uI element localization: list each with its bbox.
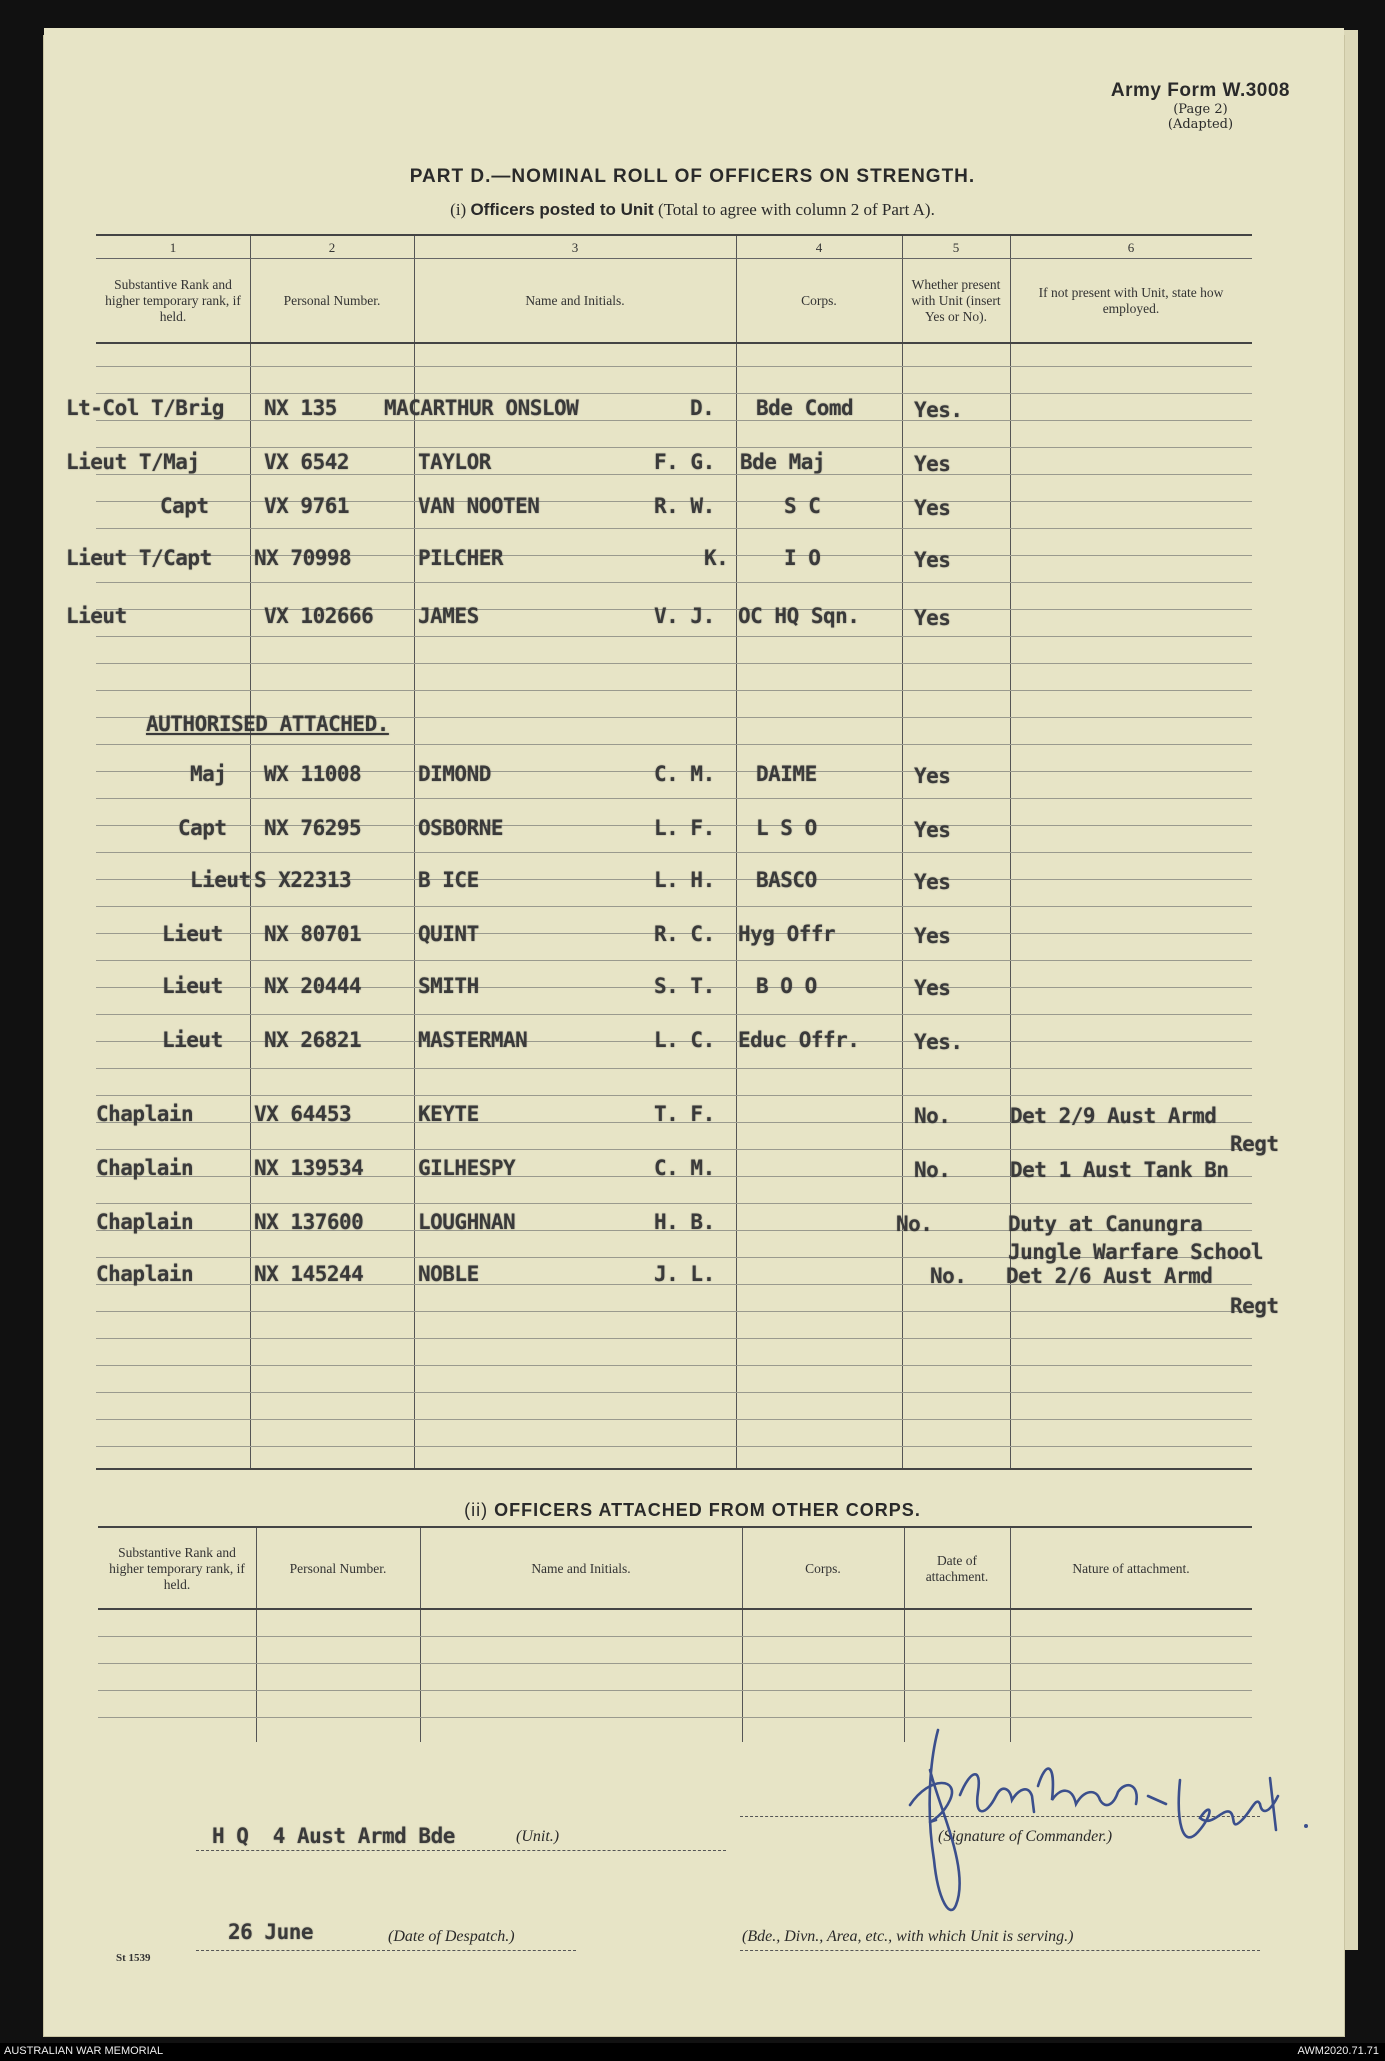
present-cell: No. xyxy=(930,1264,967,1288)
present-cell: Yes xyxy=(914,976,951,1000)
form-page-number: (Page 2) xyxy=(1173,102,1228,117)
handwritten-signature xyxy=(900,1700,1320,1930)
personal-number-cell: NX 139534 xyxy=(254,1156,364,1180)
present-cell: Yes xyxy=(914,870,951,894)
name-cell: OSBORNE xyxy=(418,816,504,840)
employed-cell: Det 2/6 Aust Armd xyxy=(1006,1264,1213,1288)
col-header-rank: Substantive Rank and higher temporary rank, if held. xyxy=(109,1545,245,1592)
name-cell: MACARTHUR ONSLOW xyxy=(384,396,579,420)
authorised-attached-heading: AUTHORISED ATTACHED. xyxy=(146,712,389,736)
ruled-line xyxy=(98,1636,1252,1637)
ruled-line xyxy=(96,744,1252,745)
ruled-line xyxy=(96,690,1252,691)
col-header-name: Name and Initials. xyxy=(531,1561,631,1576)
personal-number-cell: VX 102666 xyxy=(264,604,374,628)
ruled-line xyxy=(96,1068,1252,1069)
present-cell: Yes xyxy=(914,548,951,572)
corps-cell: DAIME xyxy=(756,762,817,786)
initials-cell: V. J. xyxy=(654,604,715,628)
personal-number-cell: NX 145244 xyxy=(254,1262,364,1286)
rank-cell: Chaplain xyxy=(96,1210,194,1234)
ruled-line xyxy=(98,1663,1252,1664)
name-cell: NOBLE xyxy=(418,1262,479,1286)
personal-number-cell: VX 64453 xyxy=(254,1102,352,1126)
present-cell: No. xyxy=(914,1104,951,1128)
personal-number-cell: NX 76295 xyxy=(264,816,362,840)
personal-number-cell: VX 6542 xyxy=(264,450,350,474)
present-cell: No. xyxy=(896,1212,933,1236)
corps-cell: Bde Maj xyxy=(740,450,826,474)
corps-cell: Hyg Offr xyxy=(738,922,836,946)
ruled-line xyxy=(98,1690,1252,1691)
formation-line xyxy=(740,1950,1260,1951)
ruled-line xyxy=(96,447,1252,448)
name-cell: TAYLOR xyxy=(418,450,491,474)
present-cell: Yes xyxy=(914,496,951,520)
name-cell: SMITH xyxy=(418,974,479,998)
present-cell: Yes xyxy=(914,452,951,476)
rank-cell: Lieut xyxy=(190,868,251,892)
archive-footer xyxy=(0,2043,1385,2061)
ruled-line xyxy=(96,1014,1252,1015)
ruled-line xyxy=(96,528,1252,529)
col-header-date-of-attachment: Date of attachment. xyxy=(925,1553,989,1584)
ruled-line xyxy=(96,798,1252,799)
initials-cell: R. C. xyxy=(654,922,715,946)
signature-label: (Signature of Commander.) xyxy=(938,1828,1113,1845)
name-cell: VAN NOOTEN xyxy=(418,494,540,518)
name-cell: LOUGHNAN xyxy=(418,1210,516,1234)
initials-cell: C. M. xyxy=(654,762,715,786)
present-cell: Yes xyxy=(914,764,951,788)
personal-number-cell: NX 80701 xyxy=(264,922,362,946)
present-cell: Yes. xyxy=(914,398,963,422)
ruled-line xyxy=(96,1365,1252,1366)
initials-cell: C. M. xyxy=(654,1156,715,1180)
name-cell: QUINT xyxy=(418,922,479,946)
col-number-3: 3 xyxy=(571,240,579,255)
corps-cell: I O xyxy=(784,546,821,570)
ruled-line xyxy=(96,474,1252,475)
initials-cell: R. W. xyxy=(654,494,715,518)
personal-number-cell: NX 137600 xyxy=(254,1210,364,1234)
ruled-line xyxy=(96,663,1252,664)
date-line xyxy=(196,1950,576,1951)
form-number: Army Form W.3008 xyxy=(1110,80,1290,101)
col-number-2: 2 xyxy=(328,240,336,255)
initials-cell: L. F. xyxy=(654,816,715,840)
unit-label: (Unit.) xyxy=(516,1828,560,1845)
corps-cell: Educ Offr. xyxy=(738,1028,860,1052)
ruled-line xyxy=(96,852,1252,853)
name-cell: B ICE xyxy=(418,868,479,892)
form-adapted-note: (Adapted) xyxy=(1167,117,1234,132)
col-number-1: 1 xyxy=(169,240,177,255)
initials-cell: J. L. xyxy=(654,1262,715,1286)
personal-number-cell: VX 9761 xyxy=(264,494,350,518)
initials-cell: H. B. xyxy=(654,1210,715,1234)
ruled-line xyxy=(96,906,1252,907)
initials-cell: T. F. xyxy=(654,1102,715,1126)
col-header-corps: Corps. xyxy=(801,293,837,308)
initials-cell: L. C. xyxy=(654,1028,715,1052)
col-header-name: Name and Initials. xyxy=(525,293,625,308)
initials-cell: K. xyxy=(704,546,729,570)
ruled-line xyxy=(96,1095,1252,1096)
rank-cell: Lieut xyxy=(66,604,127,628)
corps-cell: OC HQ Sqn. xyxy=(738,604,860,628)
personal-number-cell: NX 26821 xyxy=(264,1028,362,1052)
section-ii-title: (ii) OFFICERS ATTACHED FROM OTHER CORPS. xyxy=(464,1500,921,1520)
initials-cell: S. T. xyxy=(654,974,715,998)
date-value: 26 June xyxy=(228,1920,314,1944)
corps-cell: B O O xyxy=(756,974,817,998)
initials-cell: D. xyxy=(690,396,715,420)
initials-cell: L. H. xyxy=(654,868,715,892)
employed-cell: Duty at Canungra xyxy=(1008,1212,1203,1236)
initials-cell: F. G. xyxy=(654,450,715,474)
rank-cell: Lieut T/Maj xyxy=(66,450,200,474)
employed-cell-cont: Regt xyxy=(1230,1132,1279,1156)
name-cell: DIMOND xyxy=(418,762,491,786)
ruled-line xyxy=(96,1392,1252,1393)
name-cell: GILHESPY xyxy=(418,1156,516,1180)
part-title: PART D.—NOMINAL ROLL OF OFFICERS ON STRENGTH. xyxy=(409,166,976,187)
rank-cell: Chaplain xyxy=(96,1262,194,1286)
ruled-line xyxy=(96,1338,1252,1339)
personal-number-cell: S X22313 xyxy=(254,868,352,892)
ruled-line xyxy=(96,1419,1252,1420)
rank-cell: Capt xyxy=(178,816,227,840)
present-cell: No. xyxy=(914,1158,951,1182)
present-cell: Yes xyxy=(914,818,951,842)
col-header-nature-of-attachment: Nature of attachment. xyxy=(1072,1561,1190,1576)
rank-cell: Lieut xyxy=(162,974,223,998)
employed-cell: Det 2/9 Aust Armd xyxy=(1010,1104,1217,1128)
corps-cell: BASCO xyxy=(756,868,817,892)
col-header-corps: Corps. xyxy=(805,1561,841,1576)
col-header-rank: Substantive Rank and higher temporary rank, if held. xyxy=(105,277,241,324)
present-cell: Yes xyxy=(914,606,951,630)
col-header-present: Whether present with Unit (insert Yes or No). xyxy=(911,277,1001,324)
ruled-line xyxy=(96,1446,1252,1447)
name-cell: PILCHER xyxy=(418,546,504,570)
ruled-line xyxy=(96,393,1252,394)
ruled-line xyxy=(96,366,1252,367)
rank-cell: Chaplain xyxy=(96,1102,194,1126)
ruled-line xyxy=(96,1311,1252,1312)
col-number-5: 5 xyxy=(952,240,960,255)
ruled-line xyxy=(96,420,1252,421)
print-code: St 1539 xyxy=(116,1952,151,1964)
employed-cell-cont: Jungle Warfare School xyxy=(1008,1240,1264,1264)
corps-cell: L S O xyxy=(756,816,817,840)
unit-value: H Q 4 Aust Armd Bde xyxy=(212,1824,455,1848)
ruled-line xyxy=(96,960,1252,961)
ruled-line xyxy=(96,1149,1252,1150)
rank-cell: Chaplain xyxy=(96,1156,194,1180)
formation-label: (Bde., Divn., Area, etc., with which Unit is serving.) xyxy=(742,1928,1074,1945)
unit-line xyxy=(196,1850,726,1851)
ruled-line xyxy=(96,582,1252,583)
ruled-line xyxy=(96,636,1252,637)
col-header-personal-number: Personal Number. xyxy=(283,293,381,308)
date-label: (Date of Despatch.) xyxy=(388,1928,515,1945)
employed-cell-cont: Regt xyxy=(1230,1294,1279,1318)
personal-number-cell: NX 70998 xyxy=(254,546,352,570)
employed-cell: Det 1 Aust Tank Bn xyxy=(1010,1158,1229,1182)
archive-reference: AWM2020.71.71 xyxy=(1297,2045,1379,2057)
col-header-personal-number: Personal Number. xyxy=(289,1561,387,1576)
corps-cell: Bde Comd xyxy=(756,396,854,420)
ruled-line xyxy=(96,1203,1252,1204)
col-number-6: 6 xyxy=(1127,240,1135,255)
present-cell: Yes. xyxy=(914,1030,963,1054)
rank-cell: Lt-Col T/Brig xyxy=(66,396,224,420)
rank-cell: Capt xyxy=(160,494,209,518)
rank-cell: Lieut T/Capt xyxy=(66,546,212,570)
personal-number-cell: NX 135 xyxy=(264,396,337,420)
personal-number-cell: NX 20444 xyxy=(264,974,362,998)
personal-number-cell: WX 11008 xyxy=(264,762,362,786)
part-subtitle: (i) Officers posted to Unit (Total to agree with column 2 of Part A). xyxy=(450,200,935,219)
rank-cell: Lieut xyxy=(162,922,223,946)
rank-cell: Maj xyxy=(190,762,227,786)
name-cell: JAMES xyxy=(418,604,479,628)
archive-name: AUSTRALIAN WAR MEMORIAL xyxy=(4,2045,164,2057)
torn-edge xyxy=(44,28,1344,46)
rank-cell: Lieut xyxy=(162,1028,223,1052)
present-cell: Yes xyxy=(914,924,951,948)
name-cell: KEYTE xyxy=(418,1102,479,1126)
corps-cell: S C xyxy=(784,494,821,518)
col-header-employed: If not present with Unit, state how employed. xyxy=(1038,285,1224,316)
form-number-block xyxy=(1111,80,1290,132)
col-number-4: 4 xyxy=(815,240,823,255)
name-cell: MASTERMAN xyxy=(418,1028,528,1052)
